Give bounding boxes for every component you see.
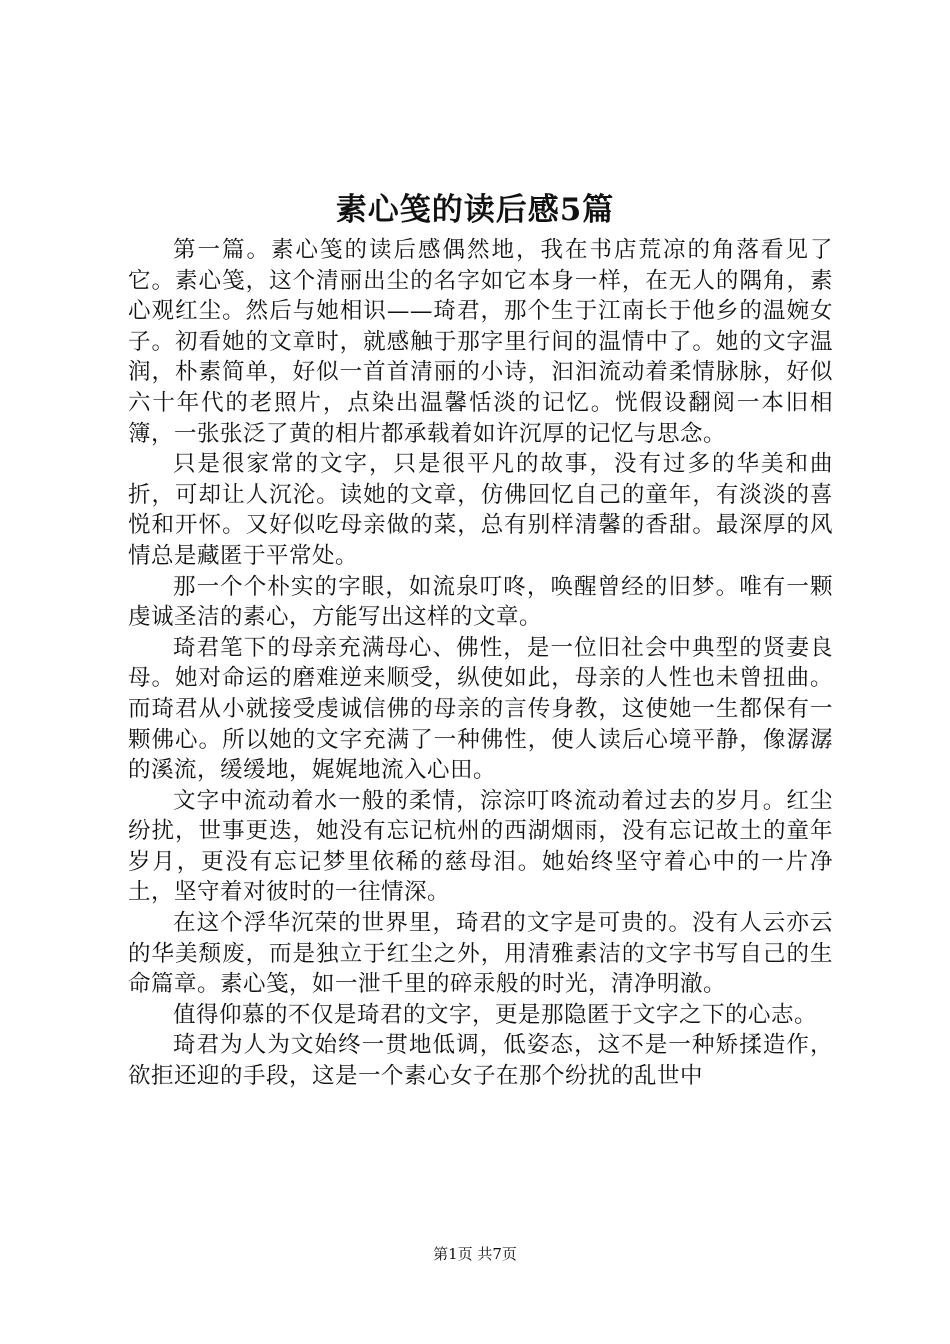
paragraph: 文字中流动着水一般的柔情，淙淙叮咚流动着过去的岁月。红尘纷扰，世事更迭，她没有忘记杭州的西湖烟雨，没有忘记故土的童年岁月，更没有忘记梦里依稀的慈母泪。她始终坚守着心中的一片净土，坚守着对彼时的一往情深。 [128, 787, 833, 906]
page-number-footer: 第1页 共7页 [433, 1245, 517, 1263]
paragraph: 只是很家常的文字，只是很平凡的故事，没有过多的华美和曲折，可却让人沉沦。读她的文章，仿佛回忆自己的童年，有淡淡的喜悦和开怀。又好似吃母亲做的菜，总有别样清馨的香甜。最深厚的风情总是藏匿于平常处。 [128, 451, 833, 569]
paragraph: 第一篇。素心笺的读后感偶然地，我在书店荒凉的角落看见了它。素心笺，这个清丽出尘的名字如它本身一样，在无人的隅角，素心观红尘。然后与她相识——琦君，那个生于江南长于他乡的温婉女子。初看她的文章时，就感触于那字里行间的温情中了。她的文字温润，朴素简单，好似一首首清丽的小诗，汩汩流动着柔情脉脉，好似六十年代的老照片，点染出温馨恬淡的记忆。恍假设翻阅一本旧相簿，一张张泛了黄的相片都承载着如许沉厚的记忆与思念。 [128, 237, 833, 447]
paragraph: 琦君为人为文始终一贯地低调，低姿态，这不是一种矫揉造作，欲拒还迎的手段，这是一个素心女子在那个纷扰的乱世中 [128, 1032, 833, 1090]
paragraph: 在这个浮华沉荣的世界里，琦君的文字是可贵的。没有人云亦云的华美颓废，而是独立于红尘之外，用清雅素洁的文字书写自己的生命篇章。素心笺，如一泄千里的碎汞般的时光，清净明澈。 [128, 910, 833, 998]
paragraph: 那一个个朴实的字眼，如流泉叮咚，唤醒曾经的旧梦。唯有一颗虔诚圣洁的素心，方能写出这样的文章。 [128, 573, 833, 631]
document-title: 素心笺的读后感5篇 [335, 192, 615, 228]
paragraph: 琦君笔下的母亲充满母心、佛性，是一位旧社会中典型的贤妻良母。她对命运的磨难逆来顺受，纵使如此，母亲的人性也未曾扭曲。而琦君从小就接受虔诚信佛的母亲的言传身教，这使她一生都保有一颗佛心。所以她的文字充满了一种佛性，使人读后心境平静，像潺潺的溪流，缓缓地，娓娓地流入心田。 [128, 634, 833, 784]
document-body [128, 235, 833, 1092]
paragraph: 值得仰慕的不仅是琦君的文字，更是那隐匿于文字之下的心志。 [173, 1001, 818, 1028]
